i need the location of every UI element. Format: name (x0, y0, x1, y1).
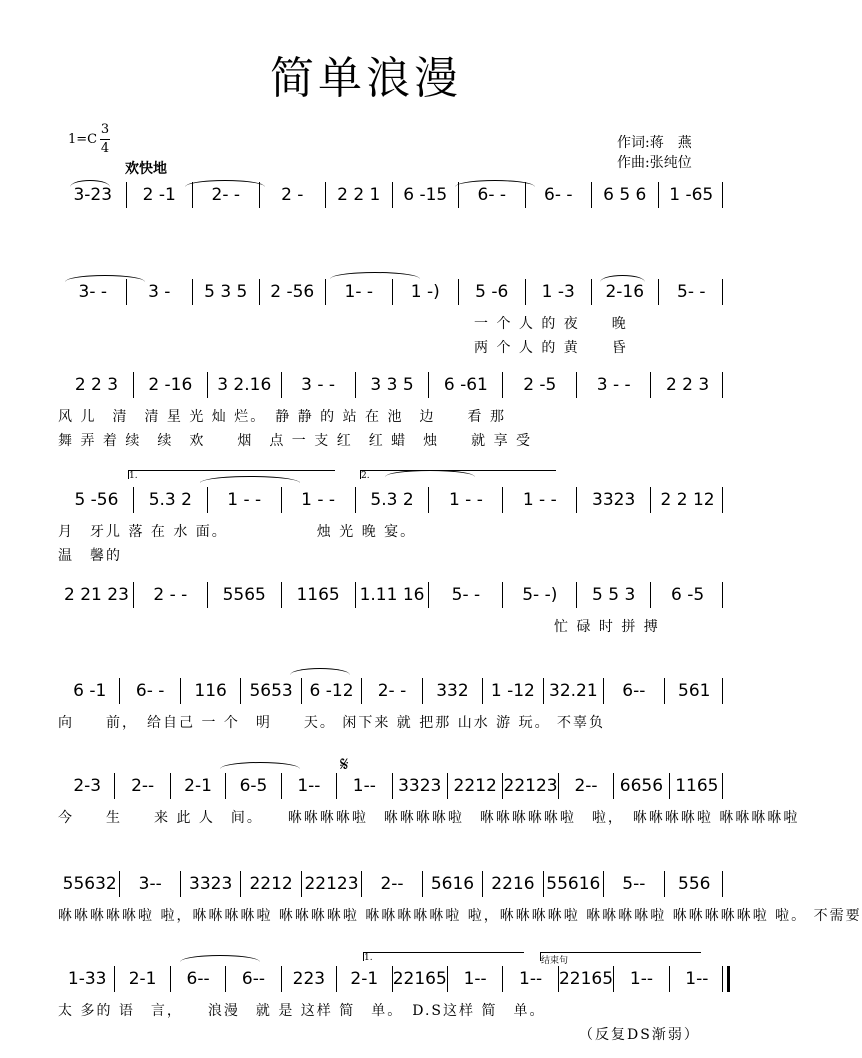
end-barline (722, 487, 723, 513)
measure: 6- - (477, 185, 506, 205)
time-top: 3 (100, 122, 110, 137)
volta-1b: 1. (363, 952, 524, 961)
measure: 22165 (558, 969, 614, 989)
measure: 3 - (148, 282, 171, 302)
measure: 5616 (430, 874, 475, 894)
measure: 5- - (451, 585, 481, 605)
volta-2: 2. (360, 470, 556, 479)
notes-row (60, 182, 724, 208)
lyric-line: 两 个 人 的 黄 昏 (58, 340, 628, 356)
measure: 1.11 16 (359, 585, 425, 605)
measure: 2-- (574, 776, 598, 796)
measure: 561 (678, 681, 711, 701)
notes-row (60, 678, 724, 704)
measure: 1-33 (67, 969, 107, 989)
end-barline (722, 871, 723, 897)
end-barline (722, 678, 723, 704)
key-signature: 1=C (68, 132, 98, 147)
segno-sign: 𝄋 (340, 752, 349, 776)
measure: 2-- (380, 874, 404, 894)
notes-row (60, 773, 724, 799)
measure: 5565 (222, 585, 266, 605)
measure: 2216 (491, 874, 535, 894)
measure: 1 -12 (490, 681, 535, 701)
time-signature (100, 122, 110, 157)
measure: 2 - - (153, 585, 188, 605)
lyric-line: 今 生 来 此 人 间。 咻咻咻咻啦 咻咻咻咻啦 咻咻咻咻咻啦 啦， 咻咻咻咻啦 咻咻咻咻啦 (58, 810, 800, 826)
volta-ending: 结束句 (540, 952, 701, 961)
end-barline (722, 773, 723, 799)
tempo-marking: 欢快地 (125, 161, 167, 177)
measure: 55632 (62, 874, 117, 894)
notes-row (60, 279, 724, 305)
time-bottom: 4 (100, 141, 110, 156)
measure: 5-- (622, 874, 646, 894)
lyric-line: 向 前， 给自己 一 个 明 天。 闲下来 就 把那 山水 游 玩。 不辜负 (58, 715, 606, 731)
measure: 6-- (241, 969, 266, 989)
notes-row (60, 871, 724, 897)
measure: 6-- (186, 969, 210, 989)
measure: 2-3 (73, 776, 102, 796)
lyric-line: 太 多的 语 言， 浪漫 就 是 这样 简 单。 D.S这样 简 单。 (58, 1003, 546, 1019)
lyric-line: 一 个 人 的 夜 晚 (58, 316, 628, 332)
measure: 1-- (463, 969, 487, 989)
measure: 116 (194, 681, 227, 701)
measure: 3-- (138, 874, 162, 894)
measure: 22123 (503, 776, 558, 796)
measure: 1-- (685, 969, 709, 989)
measure: 1 - - (301, 490, 336, 510)
measure: 3323 (398, 776, 442, 796)
measure: 5 -56 (74, 490, 119, 510)
measure: 5 5 3 (592, 585, 636, 605)
measure: 5653 (249, 681, 293, 701)
measure: 2- - (211, 185, 240, 205)
lyric-line: （反复DS渐弱） (58, 1027, 700, 1043)
measure: 556 (678, 874, 711, 894)
volta-1: 1. (128, 470, 335, 479)
measure: 3323 (592, 490, 636, 510)
lyric-line: 风 儿 清 清 星 光 灿 烂。 静 静 的 站 在 池 边 看 那 (58, 409, 506, 425)
lyric-line: 舞 弄 着 续 续 欢 烟 点 一 支 红 红 蜡 烛 就 享 受 (58, 433, 533, 449)
measure: 6 -1 (73, 681, 107, 701)
measure: 6 -61 (443, 375, 488, 395)
measure: 1 - - (522, 490, 557, 510)
measure: 3-23 (73, 185, 113, 205)
measure: 2 -56 (270, 282, 315, 302)
lyricist-credit: 作词:蒋 燕 (617, 135, 692, 151)
end-barline (722, 279, 723, 305)
measure: 1165 (675, 776, 719, 796)
notes-row (60, 966, 724, 992)
end-barline (722, 966, 730, 992)
measure: 1-- (297, 776, 321, 796)
measure: 2-- (131, 776, 155, 796)
measure: 22123 (304, 874, 359, 894)
measure: 5- - (677, 282, 706, 302)
measure: 6 -5 (670, 585, 705, 605)
lyric-line: 忙 碌 时 拼 搏 (58, 619, 660, 635)
measure: 1 -) (410, 282, 440, 302)
measure: 6-5 (239, 776, 268, 796)
measure: 2 -5 (523, 375, 557, 395)
measure: 3323 (189, 874, 233, 894)
measure: 1 - - (448, 490, 483, 510)
measure: 6- - (135, 681, 165, 701)
measure: 5- -) (522, 585, 558, 605)
notes-row (60, 487, 724, 513)
measure: 1-- (629, 969, 653, 989)
measure: 3 2.16 (217, 375, 272, 395)
end-barline (722, 182, 723, 208)
composer-credit: 作曲:张纯位 (617, 155, 692, 171)
measure: 2212 (249, 874, 293, 894)
lyric-line: 咻咻咻咻咻啦 啦，咻咻咻咻啦 咻咻咻咻啦 咻咻咻咻咻啦 啦，咻咻咻咻啦 咻咻咻咻啦 咻咻咻咻咻啦 啦。 不需要 (58, 908, 862, 924)
measure: 2-1 (128, 969, 157, 989)
measure: 2 2 1 (337, 185, 381, 205)
measure: 1 - - (227, 490, 262, 510)
measure: 2-1 (184, 776, 212, 796)
notes-row (60, 582, 724, 608)
measure: 5 3 5 (204, 282, 248, 302)
measure: 1-- (352, 776, 376, 796)
measure: 6 5 6 (603, 185, 647, 205)
measure: 55616 (546, 874, 601, 894)
measure: 2212 (453, 776, 497, 796)
notes-row (60, 372, 724, 398)
measure: 1 -65 (669, 185, 714, 205)
measure: 2 2 3 (665, 375, 710, 395)
measure: 3 - - (301, 375, 336, 395)
measure: 6656 (619, 776, 664, 796)
measure: 6- - (544, 185, 573, 205)
measure: 2 -1 (142, 185, 176, 205)
measure: 1- - (344, 282, 373, 302)
measure: 6 -12 (309, 681, 354, 701)
measure: 332 (436, 681, 469, 701)
measure: 1165 (296, 585, 340, 605)
measure: 6-- (622, 681, 646, 701)
measure: 223 (292, 969, 326, 989)
measure: 32.21 (549, 681, 598, 701)
end-barline (722, 582, 723, 608)
measure: 22165 (392, 969, 447, 989)
measure: 3- - (78, 282, 107, 302)
measure: 6 -15 (403, 185, 448, 205)
measure: 5 -6 (475, 282, 509, 302)
measure: 2 2 12 (660, 490, 715, 510)
song-title: 简单浪漫 (270, 53, 462, 104)
measure: 2 -16 (148, 375, 193, 395)
measure: 2-16 (605, 282, 645, 302)
measure: 5.3 2 (148, 490, 192, 510)
measure: 2 21 23 (64, 585, 129, 605)
measure: 3 3 5 (370, 375, 414, 395)
measure: 2- - (377, 681, 407, 701)
measure: 5.3 2 (370, 490, 414, 510)
measure: 1 -3 (541, 282, 575, 302)
lyric-line: 温 馨的 (58, 548, 122, 564)
end-barline (722, 372, 723, 398)
measure: 3 - - (596, 375, 631, 395)
measure: 1-- (519, 969, 543, 989)
measure: 2-1 (350, 969, 379, 989)
lyric-line: 月 牙儿 落 在 水 面。 烛 光 晚 宴。 (58, 524, 417, 540)
measure: 2 - (281, 185, 304, 205)
measure: 2 2 3 (74, 375, 119, 395)
